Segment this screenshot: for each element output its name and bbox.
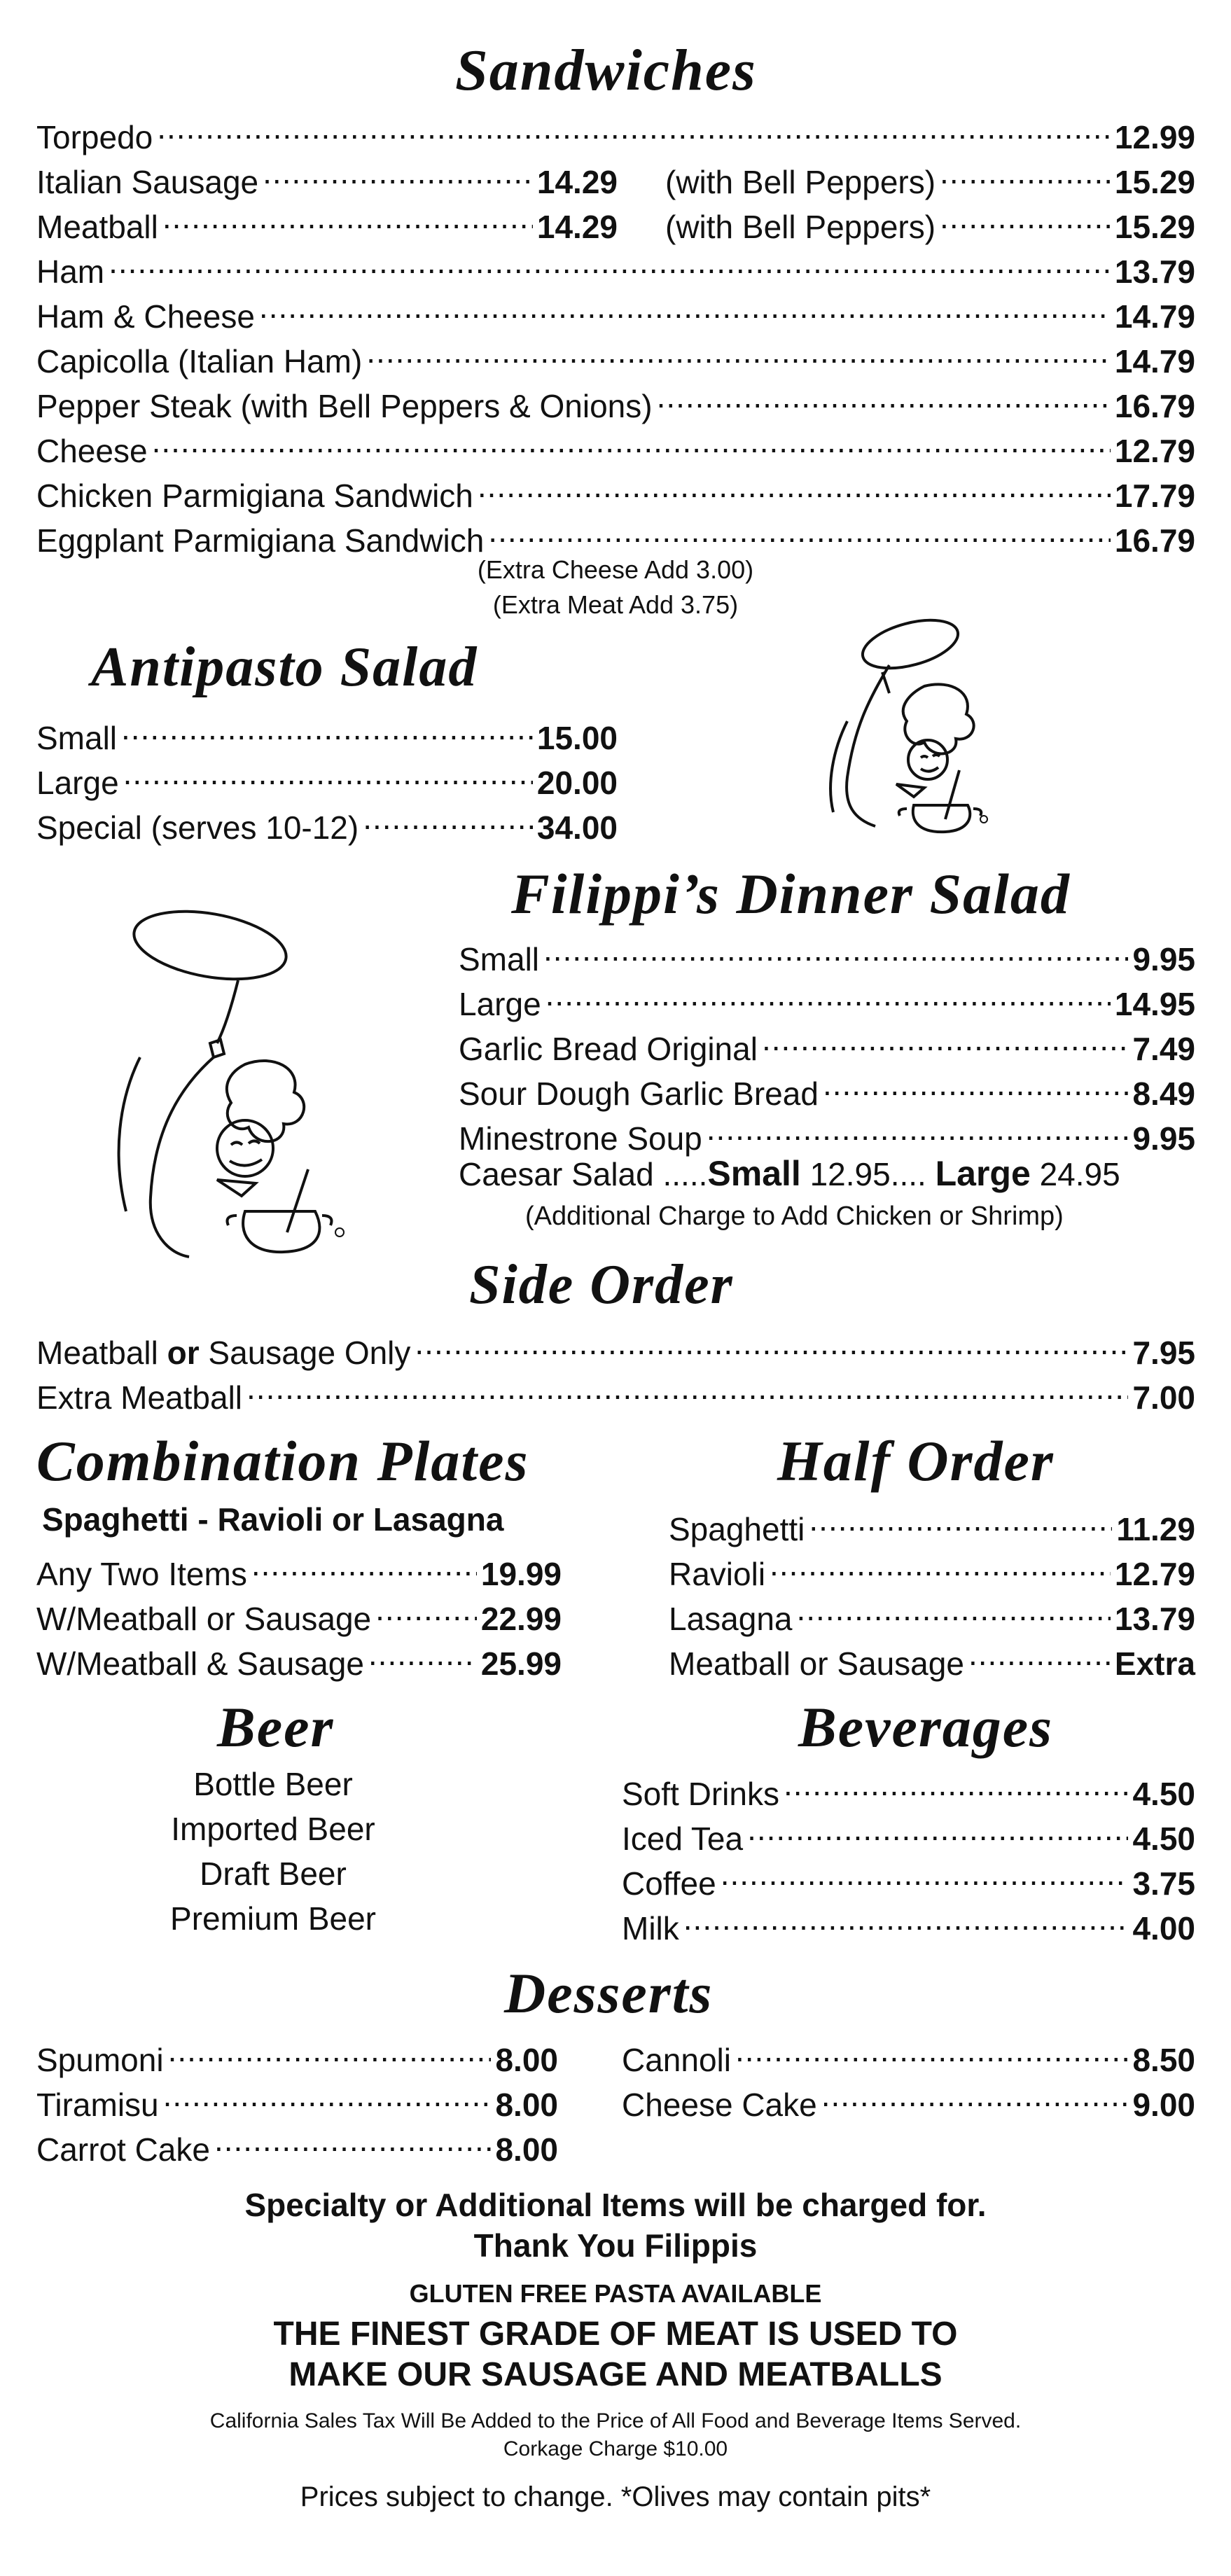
menu-row: W/Meatball & Sausage ..... 25.99 [36, 1633, 562, 1685]
combination-subtitle: Spaghetti - Ravioli or Lasagna [42, 1501, 504, 1538]
menu-row: Extra Meatball ..... 7.00 [36, 1367, 1195, 1419]
thank-you-note: Thank You Filippis [473, 2227, 758, 2264]
beer-title: Beer [217, 1695, 335, 1759]
chef-tossing-pizza-icon [784, 609, 1015, 840]
menu-row: Carrot Cake ..... 8.00 [36, 2119, 558, 2171]
menu-row: Ham ..... 13.79 [36, 241, 1195, 293]
meat-quality-note-2: MAKE OUR SAUSAGE AND MEATBALLS [288, 2356, 943, 2393]
additional-charge-note: (Additional Charge to Add Chicken or Shrimp) [525, 1202, 1064, 1231]
menu-row: Capicolla (Italian Ham) ..... 14.79 [36, 330, 1195, 382]
sales-tax-note: California Sales Tax Will Be Added to the Price of All Food and Beverage Items Served. [209, 2409, 1022, 2432]
combination-plates-title: Combination Plates [36, 1429, 529, 1493]
extra-cheese-note: (Extra Cheese Add 3.00) [477, 555, 754, 584]
menu-row: Milk ..... 4.00 [622, 1898, 1195, 1949]
dinner-salad-title: Filippi’s Dinner Salad [511, 862, 1071, 926]
menu-row: Cannoli ..... 8.50 [622, 2029, 1195, 2081]
menu-row: Any Two Items ..... 19.99 [36, 1543, 562, 1595]
extra-meat-note: (Extra Meat Add 3.75) [492, 590, 739, 619]
prices-subject-note: Prices subject to change. *Olives may contain pits* [300, 2481, 931, 2512]
menu-row: (with Bell Peppers) ..... 15.29 [665, 196, 1195, 248]
caesar-salad-row: Caesar Salad .....Small 12.95.... Large 24.95 [459, 1154, 1120, 1193]
menu-row: Special (serves 10-12) ..... 34.00 [36, 797, 618, 849]
half-order-title: Half Order [777, 1429, 1055, 1493]
chef-tossing-pizza-icon [98, 903, 364, 1267]
menu-row: Coffee ..... 3.75 [622, 1853, 1195, 1905]
menu-row: Meatball ..... 14.29 [36, 196, 618, 248]
menu-row: Garlic Bread Original ..... 7.49 [459, 1018, 1195, 1070]
specialty-items-note: Specialty or Additional Items will be charged for. [244, 2187, 987, 2223]
beer-item: Premium Beer [170, 1900, 376, 1937]
gluten-free-note: GLUTEN FREE PASTA AVAILABLE [409, 2279, 822, 2308]
menu-row: Spaghetti ..... 11.29 [669, 1498, 1195, 1550]
menu-row: Meatball or Sausage Only ..... 7.95 [36, 1322, 1195, 1374]
menu-row: Iced Tea ..... 4.50 [622, 1808, 1195, 1860]
beer-item: Bottle Beer [193, 1766, 353, 1802]
menu-row: Large ..... 20.00 [36, 752, 618, 804]
beverages-title: Beverages [798, 1695, 1054, 1759]
beer-item: Draft Beer [200, 1856, 347, 1892]
menu-row: Sour Dough Garlic Bread ..... 8.49 [459, 1063, 1195, 1115]
menu-row: Torpedo ..... 12.99 [36, 106, 1195, 158]
meat-quality-note-1: THE FINEST GRADE OF MEAT IS USED TO [273, 2316, 958, 2353]
menu-row: Large ..... 14.95 [459, 973, 1195, 1025]
menu-row: Minestrone Soup ..... 9.95 [459, 1108, 1195, 1160]
menu-row: Soft Drinks ..... 4.50 [622, 1763, 1195, 1815]
menu-row: Small ..... 9.95 [459, 928, 1195, 980]
menu-row: Italian Sausage ..... 14.29 [36, 151, 618, 203]
menu-row: Ravioli ..... 12.79 [669, 1543, 1195, 1595]
menu-row: Lasagna ..... 13.79 [669, 1588, 1195, 1640]
menu-row: (with Bell Peppers) ..... 15.29 [665, 151, 1195, 203]
menu-row: Cheese ..... 12.79 [36, 420, 1195, 472]
menu-row: Pepper Steak (with Bell Peppers & Onions) ..... 16.79 [36, 375, 1195, 427]
menu-row: Eggplant Parmigiana Sandwich ..... 16.79 [36, 510, 1195, 562]
menu-row: Small ..... 15.00 [36, 707, 618, 759]
menu-row: Meatball or Sausage ..... Extra [669, 1633, 1195, 1685]
desserts-title: Desserts [504, 1961, 714, 2025]
antipasto-title: Antipasto Salad [91, 636, 478, 698]
beer-item: Imported Beer [171, 1811, 375, 1847]
sandwiches-title: Sandwiches [455, 38, 757, 103]
menu-row: W/Meatball or Sausage ..... 22.99 [36, 1588, 562, 1640]
side-order-title: Side Order [469, 1254, 734, 1316]
menu-row: Ham & Cheese ..... 14.79 [36, 286, 1195, 337]
menu-row: Spumoni ..... 8.00 [36, 2029, 558, 2081]
menu-row: Tiramisu ..... 8.00 [36, 2074, 558, 2126]
corkage-note: Corkage Charge $10.00 [503, 2437, 728, 2460]
menu-row: Cheese Cake ..... 9.00 [622, 2074, 1195, 2126]
menu-row: Chicken Parmigiana Sandwich ..... 17.79 [36, 465, 1195, 517]
